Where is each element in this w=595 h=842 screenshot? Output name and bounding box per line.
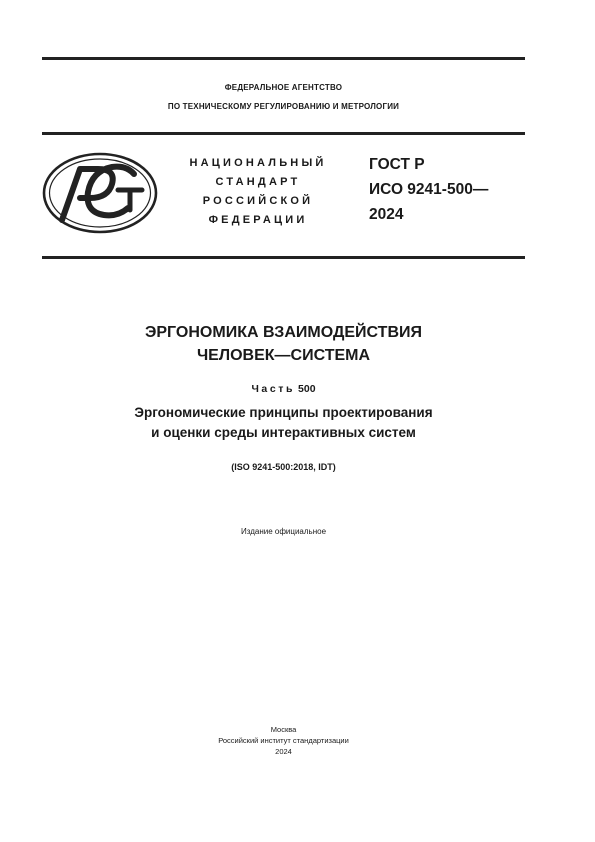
agency-line-2: ПО ТЕХНИЧЕСКОМУ РЕГУЛИРОВАНИЮ И МЕТРОЛОГИИ <box>167 102 400 111</box>
rst-certification-mark-icon <box>42 152 158 234</box>
designation-line-1: ГОСТ Р <box>369 156 425 173</box>
agency-rule <box>42 132 525 135</box>
standard-type-line-2: СТАНДАРТ <box>215 176 301 188</box>
standard-type-line-4: ФЕДЕРАЦИИ <box>208 214 308 226</box>
header-rule <box>42 256 525 259</box>
title-line-1: ЭРГОНОМИКА ВЗАИМОДЕЙСТВИЯ <box>145 324 422 341</box>
part-number: 500 <box>298 383 316 395</box>
edition-label: Издание официальное <box>240 527 327 536</box>
iso-reference: (ISO 9241-500:2018, IDT) <box>231 462 336 472</box>
footer-publisher: Российский институт стандартизации <box>218 736 349 745</box>
title-line-2: ЧЕЛОВЕК—СИСТЕМА <box>196 347 371 364</box>
subtitle-line-2: и оценки среды интерактивных систем <box>151 425 416 440</box>
standard-type-line-1: НАЦИОНАЛЬНЫЙ <box>189 157 327 169</box>
standard-type-line-3: РОССИЙСКОЙ <box>202 195 314 207</box>
subtitle-line-1: Эргономические принципы проектирования <box>134 405 433 420</box>
top-rule <box>42 57 525 60</box>
part-label: Часть <box>251 383 296 395</box>
part-line <box>42 383 525 395</box>
designation-line-2: ИСО 9241-500— <box>369 181 489 198</box>
footer-year: 2024 <box>275 747 292 756</box>
footer-city: Москва <box>270 725 297 734</box>
agency-line-1: ФЕДЕРАЛЬНОЕ АГЕНТСТВО <box>224 83 343 92</box>
designation-line-3: 2024 <box>369 206 404 223</box>
